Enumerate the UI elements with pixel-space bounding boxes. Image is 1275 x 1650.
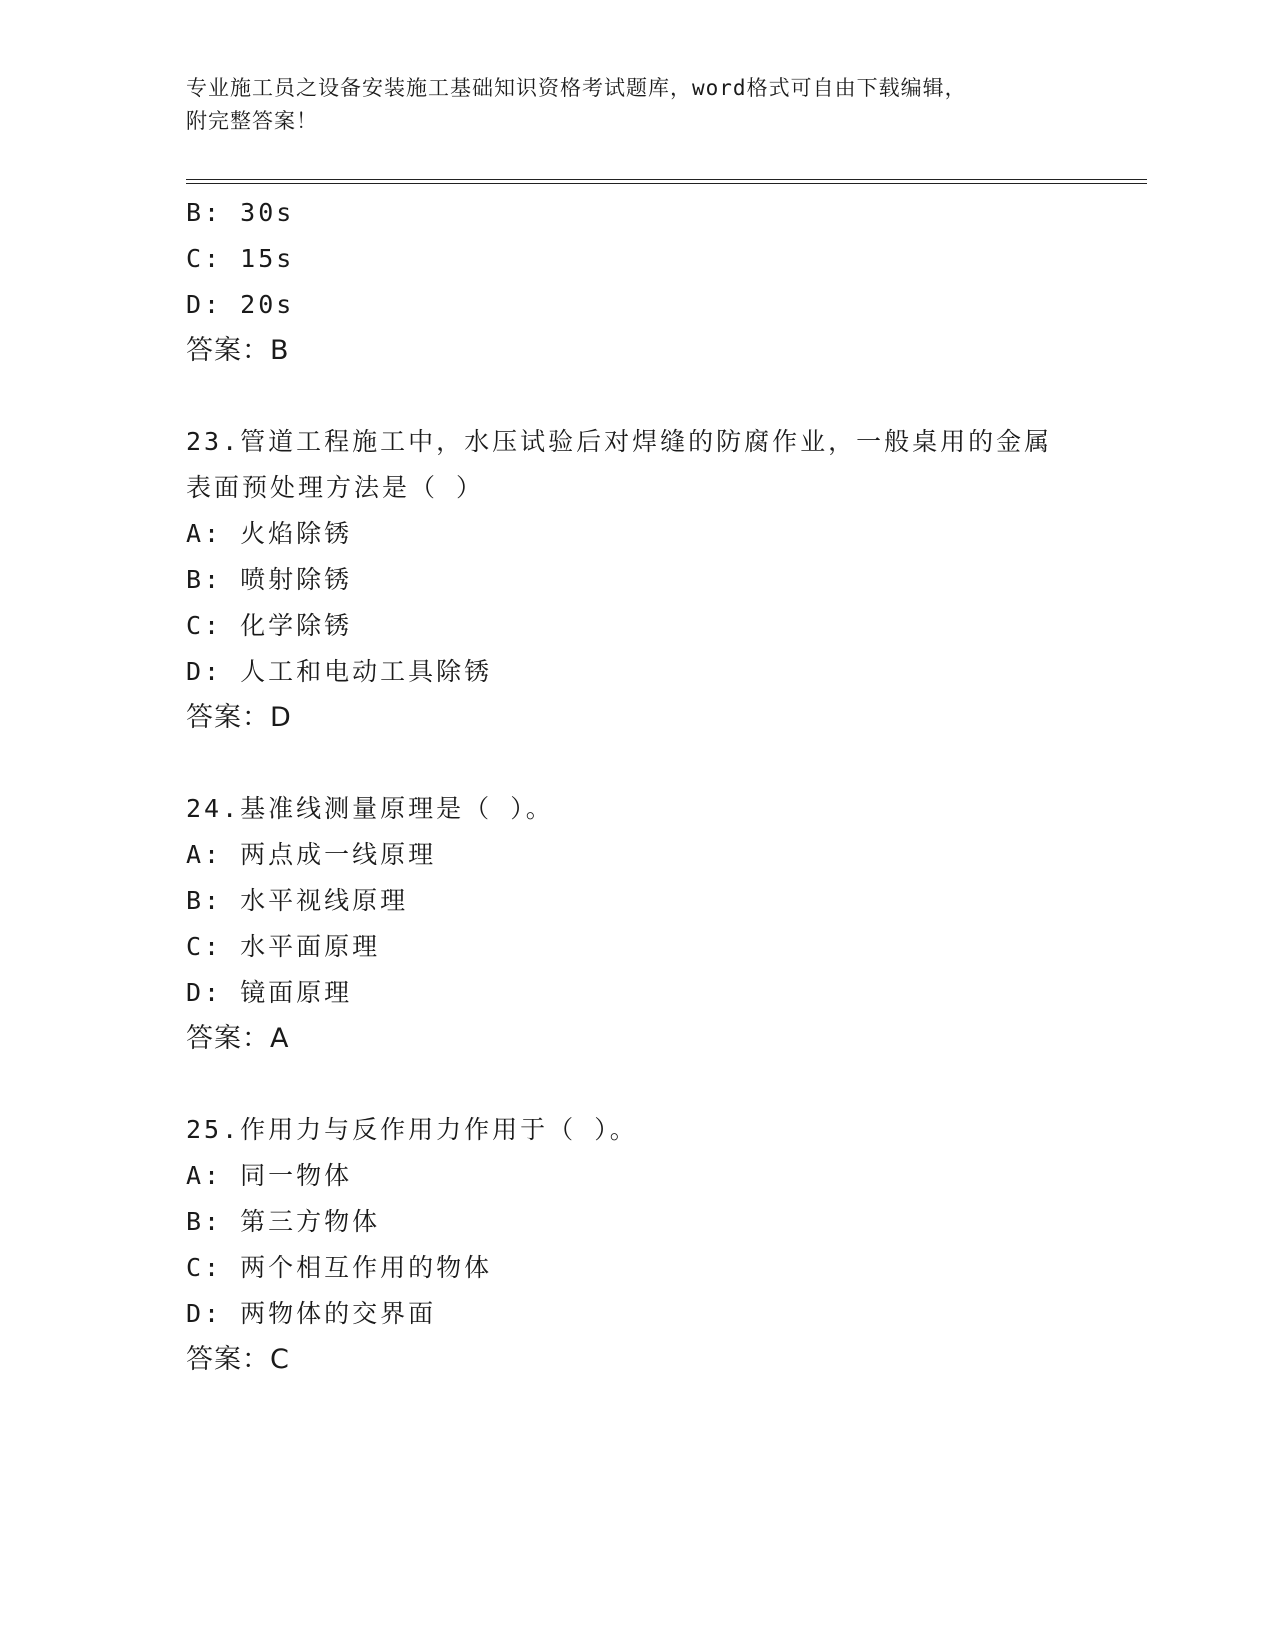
- answer-line: 答案：B: [186, 335, 290, 366]
- header-divider-top: [186, 179, 1147, 180]
- option-a: A: 两点成一线原理: [186, 840, 437, 869]
- answer-line: 答案：C: [186, 1344, 290, 1375]
- answer-line: 答案：D: [186, 702, 292, 733]
- option-d: D: 两物体的交界面: [186, 1299, 437, 1328]
- option-a: A: 火焰除锈: [186, 519, 353, 548]
- question-stem: 23.管道工程施工中，水压试验后对焊缝的防腐作业，一般桌用的金属: [186, 427, 1053, 456]
- header-divider-bottom: [186, 183, 1147, 184]
- option-d: D: 人工和电动工具除锈: [186, 657, 493, 686]
- option-c: C: 化学除锈: [186, 611, 353, 640]
- option-b: B: 水平视线原理: [186, 886, 409, 915]
- option-b: B: 喷射除锈: [186, 565, 353, 594]
- question-stem: 25.作用力与反作用力作用于（ ）。: [186, 1115, 638, 1144]
- option-b: B: 第三方物体: [186, 1207, 381, 1236]
- option-c: C: 15s: [186, 244, 295, 273]
- question-23: [186, 419, 1126, 741]
- header-line-1: 专业施工员之设备安装施工基础知识资格考试题库，word格式可自由下载编辑，: [186, 76, 967, 100]
- question-25: [186, 1107, 1126, 1383]
- option-c: C: 水平面原理: [186, 932, 381, 961]
- option-d: D: 20s: [186, 290, 295, 319]
- option-c: C: 两个相互作用的物体: [186, 1253, 493, 1282]
- answer-line: 答案：A: [186, 1023, 290, 1054]
- question-stem-continued: 表面预处理方法是（ ）: [186, 473, 485, 502]
- question-24: [186, 786, 1126, 1062]
- option-d: D: 镜面原理: [186, 978, 353, 1007]
- question-continued: [186, 190, 1126, 374]
- header-line-2: 附完整答案！: [186, 109, 318, 133]
- option-a: A: 同一物体: [186, 1161, 353, 1190]
- option-b: B: 30s: [186, 198, 295, 227]
- question-stem: 24.基准线测量原理是（ ）。: [186, 794, 554, 823]
- question-list: [186, 190, 1126, 1383]
- document-header: [186, 72, 1086, 138]
